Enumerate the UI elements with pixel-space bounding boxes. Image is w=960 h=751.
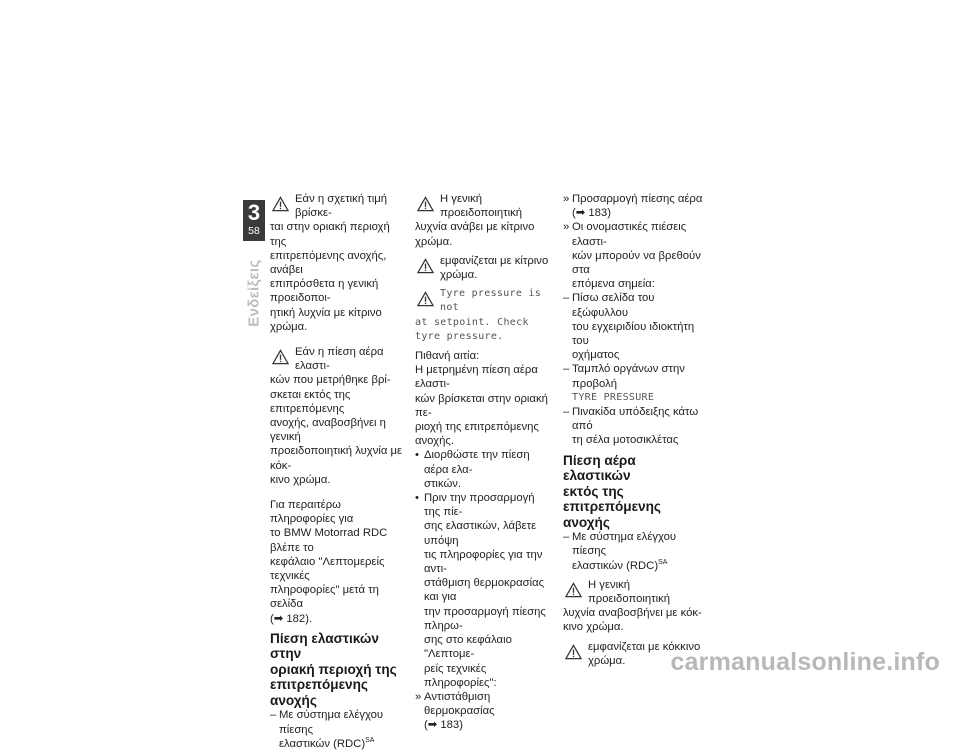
arrow-marker: » — [415, 690, 422, 703]
warning-triangle-icon — [565, 644, 582, 660]
warning-triangle-icon — [417, 291, 434, 307]
warning-block — [415, 254, 553, 282]
page-reference-link[interactable]: (➡ 183) — [572, 207, 611, 220]
arrow-marker: » — [563, 221, 570, 234]
text-line: λυχνία ανάβει με κίτρινο — [415, 221, 535, 234]
section-heading — [270, 631, 408, 709]
list-item — [563, 530, 703, 573]
bullet-marker: • — [415, 449, 419, 462]
text-line: προειδοποιητική λυχνία με κόκ- — [270, 445, 403, 472]
bullet-item — [415, 491, 553, 690]
text-line: Tyre pressure is not — [440, 288, 542, 314]
item-text: ελαστικών (RDC) — [279, 737, 366, 750]
text-line: tyre pressure. — [415, 330, 504, 342]
page-reference-link[interactable]: (➡ 183) — [424, 719, 463, 732]
text-line: κών βρίσκεται στην οριακή πε- — [415, 392, 548, 419]
text-line: ται στην οριακή περιοχή της — [270, 221, 390, 248]
text-line: χρώμα. — [415, 235, 453, 248]
list-item — [563, 362, 703, 405]
text-line: χρώμα. — [588, 654, 626, 667]
text-line: Η μετρημένη πίεση αέρα ελαστι- — [415, 364, 538, 391]
watermark: carmanualsonline.info — [670, 647, 940, 676]
spacer — [270, 334, 408, 345]
dash-marker: – — [563, 531, 570, 544]
warning-triangle-icon — [272, 349, 289, 365]
warning-block — [415, 192, 553, 249]
text-line: Αντιστάθμιση θερμοκρασίας — [424, 690, 495, 718]
section-title: Ενδείξεις — [245, 259, 263, 327]
text-line: Οι ονομαστικές πιέσεις ελαστι- — [572, 221, 687, 248]
text-line: χρώμα. — [440, 269, 478, 282]
text-line: τις πληροφορίες για την αντι- — [424, 548, 543, 576]
text-line: τη σέλα μοτοσικλέτας — [572, 434, 679, 447]
text-line: Πριν την προσαρμογή της πίε- — [424, 492, 535, 519]
warning-triangle-icon — [272, 196, 289, 212]
spacer — [270, 487, 408, 498]
bullet-item — [415, 448, 553, 491]
chapter-tab — [243, 200, 265, 241]
text-line: επιτρεπόμενης ανοχής, ανάβει — [270, 249, 387, 277]
dash-marker: – — [563, 363, 570, 376]
warning-block — [270, 345, 408, 487]
warning-triangle-icon — [565, 582, 582, 598]
heading-line: Πίεση ελαστικών στην — [270, 630, 379, 662]
text-line: Πιθανή αιτία: — [415, 350, 480, 363]
text-line: Η γενική προειδοποιητική — [440, 193, 523, 220]
column-1 — [270, 192, 408, 751]
section-heading — [563, 453, 703, 531]
arrow-marker: » — [563, 193, 570, 205]
text-line: Πινακίδα υπόδειξης κάτω από — [572, 406, 699, 433]
warning-triangle-icon — [417, 258, 434, 274]
text-line: σης ελαστικών, λάβετε υπόψη — [424, 520, 537, 547]
heading-line: επιτρεπόμενης ανοχής — [270, 677, 368, 708]
warning-block — [270, 192, 408, 334]
text-line: Με σύστημα ελέγχου πίεσης — [279, 709, 384, 736]
sa-superscript: SA — [658, 558, 668, 566]
text-line: TYRE PRESSURE — [572, 391, 655, 403]
text-line: κινο χρώμα. — [563, 621, 624, 634]
text-line: ριοχή της επιτρεπόμενης ανοχής. — [415, 421, 539, 448]
text-line: το BMW Motorrad RDC βλέπε το — [270, 527, 388, 554]
column-2 — [415, 192, 553, 733]
bullet-marker: • — [415, 492, 419, 505]
text-line: κών μπορούν να βρεθούν στα — [572, 249, 701, 277]
heading-line: ανοχής — [563, 514, 610, 530]
display-message — [415, 287, 553, 344]
info-paragraph — [270, 498, 408, 626]
text-line: ανοχής, αναβοσβήνει η γενική — [270, 417, 386, 444]
text-line: Για περαιτέρω πληροφορίες για — [270, 499, 354, 526]
text-line: επιπρόσθετα η γενική προειδοποι- — [270, 278, 379, 305]
page-reference-link[interactable]: (➡ 182). — [270, 612, 313, 625]
text-line: Πίσω σελίδα του εξώφυλλου — [572, 292, 655, 319]
text-line: Εάν η σχετική τιμή βρίσκε- — [295, 193, 388, 220]
text-line: οχήματος — [572, 349, 620, 362]
heading-line: εκτός της επιτρεπόμενης — [563, 483, 661, 515]
list-item — [270, 708, 408, 751]
text-line: Η γενική προειδοποιητική — [588, 578, 671, 605]
text-line: επόμενα σημεία: — [572, 278, 655, 291]
text-line: σκεται εκτός της επιτρεπόμενης — [270, 388, 351, 415]
text-line: at setpoint. Check — [415, 316, 529, 328]
text-line: κών που μετρήθηκε βρί- — [270, 374, 391, 387]
cross-reference-item — [563, 192, 703, 220]
column-3 — [563, 192, 703, 668]
text-line: εμφανίζεται με κίτρινο — [440, 254, 549, 267]
text-line: του εγχειριδίου ιδιοκτήτη του — [572, 320, 695, 348]
text-line: κινο χρώμα. — [270, 473, 331, 486]
text-line: εμφανίζεται με κόκκινο — [588, 640, 701, 653]
text-line: Εάν η πίεση αέρα ελαστι- — [295, 346, 384, 373]
text-line: ρείς τεχνικές πληροφορίες": — [424, 662, 497, 689]
sa-superscript: SA — [365, 737, 375, 745]
list-item — [563, 291, 703, 362]
text-line: στάθμιση θερμοκρασίας και για — [424, 577, 545, 604]
chapter-number: 3 — [247, 200, 261, 225]
list-item — [563, 405, 703, 448]
text-line — [279, 737, 408, 751]
text-line: Προσαρμογή πίεσης αέρα — [572, 193, 703, 205]
cross-reference-item — [563, 220, 703, 291]
text-line: Διορθώστε την πίεση αέρα ελα- — [424, 449, 530, 476]
cross-reference-item — [415, 690, 553, 733]
text-line: στικών. — [424, 477, 462, 490]
warning-triangle-icon — [417, 196, 434, 212]
text-line: Με σύστημα ελέγχου πίεσης — [572, 531, 677, 558]
page-number: 58 — [248, 225, 260, 237]
dash-marker: – — [563, 292, 570, 305]
dash-marker: – — [563, 406, 570, 419]
text-line: κεφάλαιο "Λεπτομερείς τεχνικές — [270, 555, 385, 583]
heading-line: οριακή περιοχή της — [270, 661, 397, 677]
warning-block — [563, 578, 703, 635]
item-text: ελαστικών (RDC) — [572, 559, 659, 572]
text-line: λυχνία αναβοσβήνει με κόκ- — [563, 607, 702, 620]
text-line: την προσαρμογή πίεσης πληρω- — [424, 605, 546, 632]
dash-marker: – — [270, 709, 277, 722]
text-line: σης στο κεφάλαιο "Λεπτομε- — [424, 634, 512, 661]
text-line — [572, 559, 703, 573]
heading-line: Πίεση αέρα ελαστικών — [563, 452, 636, 484]
text-line: Ταμπλό οργάνων στην προβολή — [572, 363, 685, 390]
text-line: ητική λυχνία με κίτρινο χρώμα. — [270, 306, 382, 333]
text-line: πληροφορίες" μετά τη σελίδα — [270, 584, 379, 611]
